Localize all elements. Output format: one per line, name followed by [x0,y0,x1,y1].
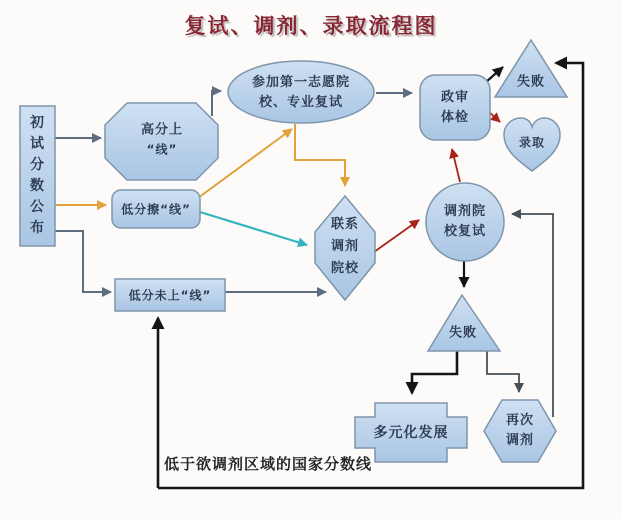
connector-lowbrush-to-contact [200,212,307,245]
node-contact-line1: 联系 [330,216,360,232]
node-initial-score-label: 初试分数公布 [30,115,44,236]
node-fail-top-label: 失败 [516,74,546,90]
node-adjust-retest-label [444,202,486,242]
connector-firstchoice-to-contact [295,124,345,186]
page-title: 复试、调剂、录取流程图 [184,14,438,38]
node-review-line1: 政审 [440,89,470,105]
node-first-choice-line1: 参加第一志愿院 [251,74,351,90]
connector-review-to-failtop [486,67,503,82]
node-contact-line3: 院校 [330,261,360,277]
node-high-score-label [141,121,183,160]
node-adjust-retest-line1: 调剂院 [443,203,487,219]
node-review-label [441,88,469,128]
node-first-choice-label [252,73,350,113]
node-low-fail-label: 低分未上“线” [128,288,212,303]
connector-adjustretest-to-review [452,149,460,182]
node-contact-label [331,214,359,280]
node-diversify-label: 多元化发展 [373,425,449,441]
node-re-adjust-label [506,411,534,451]
connector-failmid-to-diversify [412,351,457,393]
node-high-score-line1: 高分上 [140,122,184,138]
connector-failmid-to-readjust [487,351,519,392]
connector-initial-to-lowfail [55,231,111,292]
node-re-adjust-line1: 再次 [505,412,535,428]
below-line-note: 低于欲调剂区域的国家分数线 [164,455,373,473]
node-adjust-retest-line2: 校复试 [443,224,487,239]
node-admit-label: 录取 [518,135,546,150]
node-contact-line2: 调剂 [330,238,360,254]
node-review-line2: 体检 [440,110,470,125]
connector-contact-to-adjustretest [374,220,419,252]
node-first-choice-line2: 校、专业复试 [258,95,344,110]
connector-highscore-to-firstchoice [212,91,221,116]
node-re-adjust-line2: 调剂 [505,433,535,448]
node-high-score-line2: “线” [146,142,178,157]
node-low-brush-label: 低分擦“线” [121,202,191,217]
node-fail-mid-label: 失败 [448,325,478,341]
